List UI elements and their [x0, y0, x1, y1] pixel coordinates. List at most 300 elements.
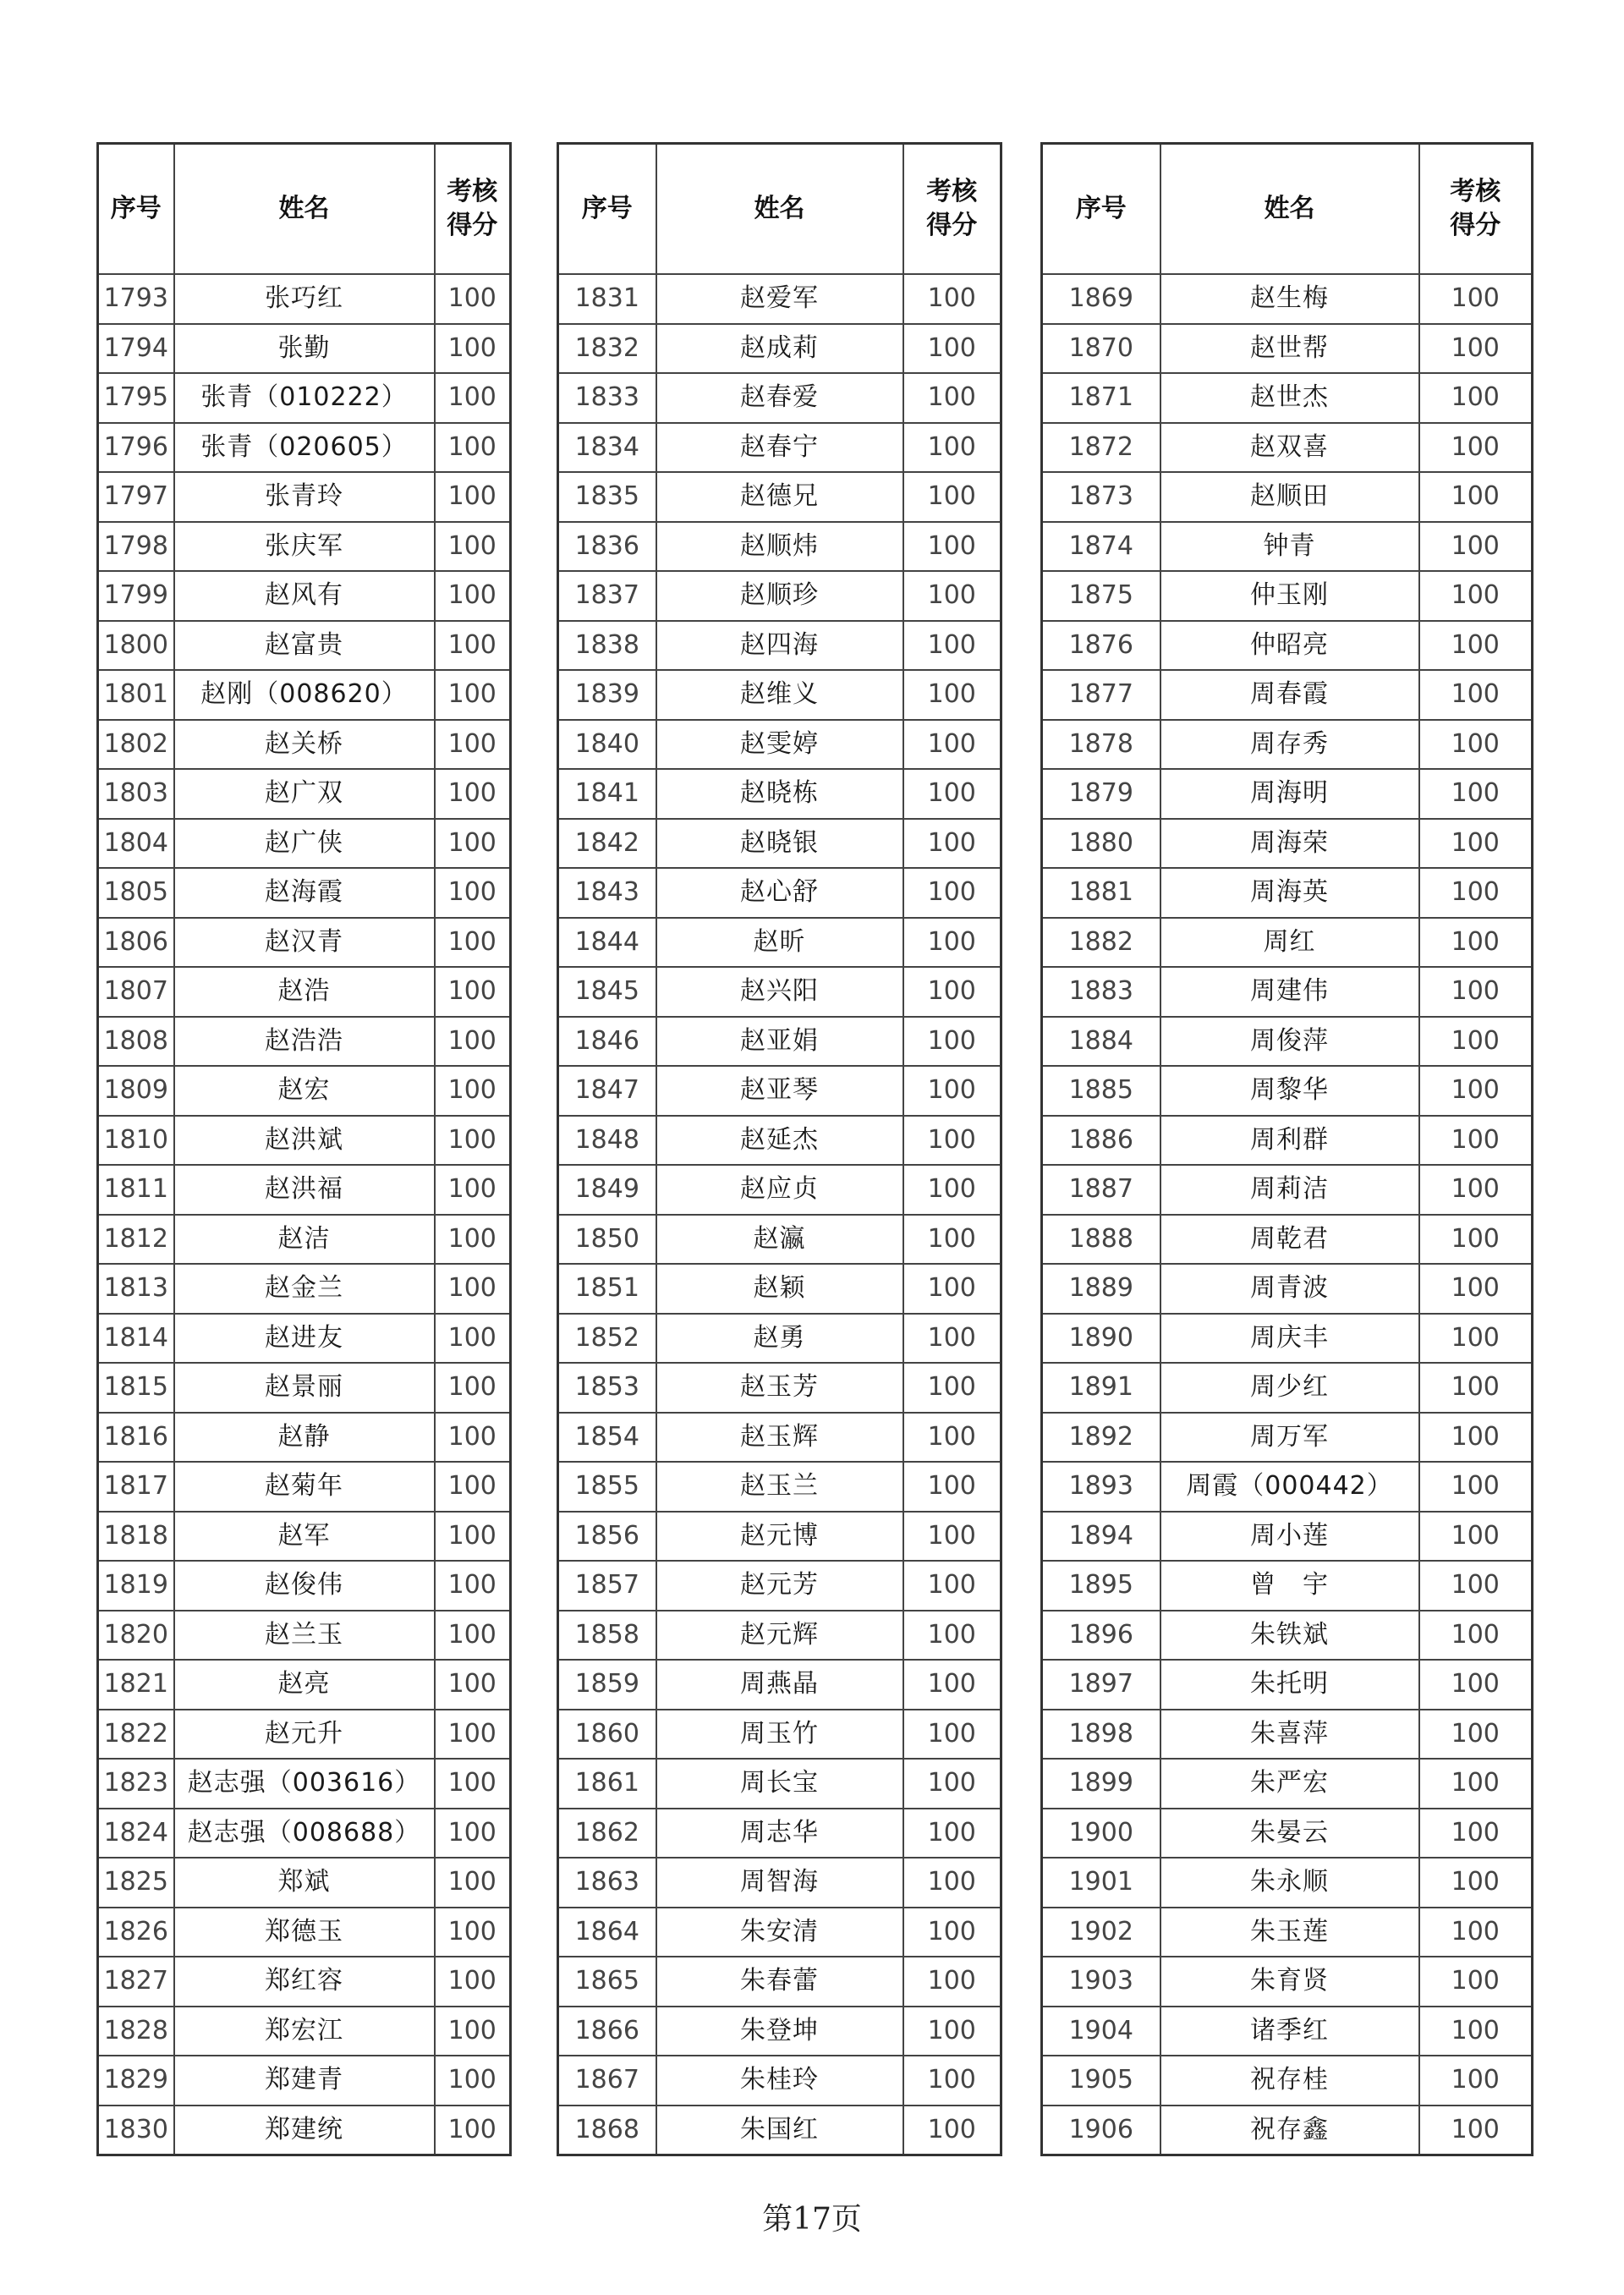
name-cell: 祝存桂	[1160, 2056, 1419, 2106]
table-row	[558, 1264, 1001, 1314]
name-cell: 赵应贞	[656, 1165, 903, 1215]
seq-cell: 1885	[1042, 1066, 1160, 1116]
seq-cell: 1860	[558, 1710, 656, 1760]
score-cell: 100	[1419, 819, 1533, 869]
table-row	[558, 1611, 1001, 1661]
name-cell: 朱春蕾	[656, 1957, 903, 2007]
table-row	[1042, 2056, 1533, 2106]
table-row	[558, 1957, 1001, 2007]
table-row	[98, 1611, 511, 1661]
table-row	[1042, 918, 1533, 968]
table-row	[98, 571, 511, 621]
name-cell: 赵菊年	[174, 1462, 435, 1512]
score-cell: 100	[435, 373, 511, 423]
score-cell: 100	[903, 1710, 1001, 1760]
header-seq: 序号	[98, 144, 174, 275]
score-cell: 100	[435, 522, 511, 572]
table-row	[1042, 1957, 1533, 2007]
name-cell: 周建伟	[1160, 967, 1419, 1017]
seq-cell: 1864	[558, 1908, 656, 1957]
score-cell: 100	[1419, 1314, 1533, 1364]
name-cell: 张庆军	[174, 522, 435, 572]
score-cell: 100	[1419, 571, 1533, 621]
score-table-1	[96, 142, 512, 2156]
seq-cell: 1841	[558, 769, 656, 819]
score-cell: 100	[903, 1611, 1001, 1661]
header-name: 姓名	[656, 144, 903, 275]
score-cell: 100	[435, 918, 511, 968]
seq-cell: 1842	[558, 819, 656, 869]
name-cell: 周庆丰	[1160, 1314, 1419, 1364]
seq-cell: 1814	[98, 1314, 174, 1364]
name-cell: 赵成莉	[656, 324, 903, 374]
seq-cell: 1807	[98, 967, 174, 1017]
seq-cell: 1900	[1042, 1809, 1160, 1859]
score-cell: 100	[1419, 2106, 1533, 2155]
table-row	[1042, 1363, 1533, 1413]
table-row	[98, 1660, 511, 1710]
seq-cell: 1823	[98, 1759, 174, 1809]
seq-cell: 1863	[558, 1858, 656, 1908]
seq-cell: 1880	[1042, 819, 1160, 869]
score-cell: 100	[903, 571, 1001, 621]
table-row	[98, 918, 511, 968]
name-cell: 赵洪斌	[174, 1116, 435, 1166]
table-row	[98, 522, 511, 572]
score-cell: 100	[1419, 1264, 1533, 1314]
name-cell: 赵晓银	[656, 819, 903, 869]
score-cell: 100	[435, 1066, 511, 1116]
seq-cell: 1817	[98, 1462, 174, 1512]
seq-cell: 1794	[98, 324, 174, 374]
name-cell: 赵世帮	[1160, 324, 1419, 374]
score-cell: 100	[435, 1710, 511, 1760]
score-cell: 100	[903, 1957, 1001, 2007]
table-row	[1042, 1462, 1533, 1512]
table-row	[558, 720, 1001, 770]
score-cell: 100	[1419, 1165, 1533, 1215]
score-cell: 100	[435, 2056, 511, 2106]
table-row	[1042, 1858, 1533, 1908]
table-row	[98, 1413, 511, 1463]
score-cell: 100	[435, 819, 511, 869]
score-cell: 100	[903, 1363, 1001, 1413]
seq-cell: 1878	[1042, 720, 1160, 770]
table-row	[1042, 2007, 1533, 2056]
seq-cell: 1846	[558, 1017, 656, 1067]
seq-cell: 1803	[98, 769, 174, 819]
score-cell: 100	[903, 472, 1001, 522]
seq-cell: 1853	[558, 1363, 656, 1413]
seq-cell: 1905	[1042, 2056, 1160, 2106]
name-cell: 周海荣	[1160, 819, 1419, 869]
table-row	[558, 423, 1001, 473]
table-row	[558, 472, 1001, 522]
name-cell: 赵元芳	[656, 1561, 903, 1611]
name-cell: 赵玉兰	[656, 1462, 903, 1512]
table-row	[98, 2106, 511, 2155]
table-row	[558, 1215, 1001, 1265]
name-cell: 周黎华	[1160, 1066, 1419, 1116]
header-name: 姓名	[174, 144, 435, 275]
table-row	[98, 868, 511, 918]
score-cell: 100	[1419, 1413, 1533, 1463]
table-row	[558, 1809, 1001, 1859]
score-cell: 100	[903, 1066, 1001, 1116]
header-score	[903, 144, 1001, 275]
score-cell: 100	[435, 1858, 511, 1908]
name-cell: 赵延杰	[656, 1116, 903, 1166]
score-cell: 100	[435, 1660, 511, 1710]
name-cell: 赵关桥	[174, 720, 435, 770]
score-cell: 100	[1419, 1957, 1533, 2007]
table-row	[1042, 819, 1533, 869]
score-table-2	[557, 142, 1002, 2156]
header-score-line1: 考核	[1450, 177, 1501, 206]
score-cell: 100	[435, 868, 511, 918]
name-cell: 赵汉青	[174, 918, 435, 968]
name-cell: 仲玉刚	[1160, 571, 1419, 621]
table-row	[98, 2007, 511, 2056]
name-cell: 周长宝	[656, 1759, 903, 1809]
seq-cell: 1827	[98, 1957, 174, 2007]
seq-cell: 1808	[98, 1017, 174, 1067]
seq-cell: 1870	[1042, 324, 1160, 374]
name-cell: 赵兴阳	[656, 967, 903, 1017]
score-cell: 100	[1419, 918, 1533, 968]
seq-cell: 1861	[558, 1759, 656, 1809]
name-cell: 赵颖	[656, 1264, 903, 1314]
table-row	[558, 1363, 1001, 1413]
seq-cell: 1840	[558, 720, 656, 770]
seq-cell: 1895	[1042, 1561, 1160, 1611]
name-cell: 周青波	[1160, 1264, 1419, 1314]
table-row	[558, 868, 1001, 918]
name-cell: 赵昕	[656, 918, 903, 968]
name-cell: 赵志强（008688）	[174, 1809, 435, 1859]
table-row	[1042, 2106, 1533, 2155]
seq-cell: 1816	[98, 1413, 174, 1463]
seq-cell: 1873	[1042, 472, 1160, 522]
seq-cell: 1854	[558, 1413, 656, 1463]
name-cell: 赵宏	[174, 1066, 435, 1116]
name-cell: 赵浩浩	[174, 1017, 435, 1067]
name-cell: 赵亚琴	[656, 1066, 903, 1116]
score-cell: 100	[903, 2106, 1001, 2155]
score-cell: 100	[903, 1561, 1001, 1611]
header-score-line1: 考核	[926, 177, 978, 206]
seq-cell: 1852	[558, 1314, 656, 1364]
name-cell: 诸季红	[1160, 2007, 1419, 2056]
seq-cell: 1877	[1042, 670, 1160, 720]
table-row	[1042, 1561, 1533, 1611]
score-cell: 100	[903, 819, 1001, 869]
score-cell: 100	[435, 720, 511, 770]
seq-cell: 1894	[1042, 1512, 1160, 1562]
table-row	[558, 1116, 1001, 1166]
seq-cell: 1810	[98, 1116, 174, 1166]
name-cell: 赵顺炜	[656, 522, 903, 572]
name-cell: 赵兰玉	[174, 1611, 435, 1661]
seq-cell: 1820	[98, 1611, 174, 1661]
seq-cell: 1824	[98, 1809, 174, 1859]
name-cell: 朱永顺	[1160, 1858, 1419, 1908]
seq-cell: 1869	[1042, 274, 1160, 324]
score-cell: 100	[903, 1116, 1001, 1166]
seq-cell: 1838	[558, 621, 656, 671]
score-cell: 100	[1419, 1017, 1533, 1067]
header-score	[435, 144, 511, 275]
name-cell: 赵双喜	[1160, 423, 1419, 473]
seq-cell: 1830	[98, 2106, 174, 2155]
seq-cell: 1811	[98, 1165, 174, 1215]
seq-cell: 1903	[1042, 1957, 1160, 2007]
seq-cell: 1906	[1042, 2106, 1160, 2155]
table-row	[1042, 274, 1533, 324]
score-cell: 100	[1419, 1561, 1533, 1611]
table-row	[558, 918, 1001, 968]
table-row	[558, 1066, 1001, 1116]
name-cell: 赵俊伟	[174, 1561, 435, 1611]
seq-cell: 1805	[98, 868, 174, 918]
table-row	[1042, 522, 1533, 572]
score-cell: 100	[435, 1314, 511, 1364]
table-row	[1042, 769, 1533, 819]
seq-cell: 1883	[1042, 967, 1160, 1017]
name-cell: 赵爱军	[656, 274, 903, 324]
score-cell: 100	[903, 868, 1001, 918]
seq-cell: 1892	[1042, 1413, 1160, 1463]
seq-cell: 1833	[558, 373, 656, 423]
table-row	[558, 1314, 1001, 1364]
name-cell: 朱玉莲	[1160, 1908, 1419, 1957]
seq-cell: 1874	[1042, 522, 1160, 572]
name-cell: 朱托明	[1160, 1660, 1419, 1710]
table-row	[1042, 423, 1533, 473]
table-row	[98, 1710, 511, 1760]
seq-cell: 1890	[1042, 1314, 1160, 1364]
seq-cell: 1836	[558, 522, 656, 572]
score-cell: 100	[1419, 1611, 1533, 1661]
seq-cell: 1889	[1042, 1264, 1160, 1314]
table-header	[98, 144, 511, 275]
score-cell: 100	[1419, 2007, 1533, 2056]
score-cell: 100	[435, 1413, 511, 1463]
table-row	[98, 1512, 511, 1562]
name-cell: 周红	[1160, 918, 1419, 968]
name-cell: 赵浩	[174, 967, 435, 1017]
table-header	[558, 144, 1001, 275]
score-cell: 100	[903, 2056, 1001, 2106]
table-row	[558, 1908, 1001, 1957]
seq-cell: 1875	[1042, 571, 1160, 621]
seq-cell: 1809	[98, 1066, 174, 1116]
table-row	[558, 1165, 1001, 1215]
score-cell: 100	[435, 670, 511, 720]
table-row	[1042, 1413, 1533, 1463]
score-cell: 100	[903, 918, 1001, 968]
table-row	[98, 1858, 511, 1908]
table-row	[98, 1264, 511, 1314]
table-row	[98, 1165, 511, 1215]
name-cell: 赵亚娟	[656, 1017, 903, 1067]
name-cell: 郑宏江	[174, 2007, 435, 2056]
table-row	[558, 522, 1001, 572]
table-body	[98, 274, 511, 2155]
score-cell: 100	[1419, 1116, 1533, 1166]
table-row	[558, 2056, 1001, 2106]
table-row	[558, 324, 1001, 374]
name-cell: 周霞（000442）	[1160, 1462, 1419, 1512]
name-cell: 郑红容	[174, 1957, 435, 2007]
name-cell: 朱安清	[656, 1908, 903, 1957]
name-cell: 祝存鑫	[1160, 2106, 1419, 2155]
table-row	[98, 621, 511, 671]
table-row	[98, 967, 511, 1017]
page-number: 第17页	[762, 2202, 862, 2237]
seq-cell: 1851	[558, 1264, 656, 1314]
table-row	[98, 472, 511, 522]
name-cell: 赵富贵	[174, 621, 435, 671]
table-row	[1042, 1759, 1533, 1809]
table-row	[98, 1363, 511, 1413]
table-body	[558, 274, 1001, 2155]
name-cell: 郑建统	[174, 2106, 435, 2155]
name-cell: 赵春宁	[656, 423, 903, 473]
name-cell: 赵雯婷	[656, 720, 903, 770]
name-cell: 赵景丽	[174, 1363, 435, 1413]
name-cell: 赵勇	[656, 1314, 903, 1364]
name-cell: 周海英	[1160, 868, 1419, 918]
score-cell: 100	[903, 1165, 1001, 1215]
header-seq: 序号	[558, 144, 656, 275]
seq-cell: 1837	[558, 571, 656, 621]
seq-cell: 1804	[98, 819, 174, 869]
score-cell: 100	[903, 522, 1001, 572]
header-score-line2: 得分	[926, 211, 978, 240]
table-row	[558, 1710, 1001, 1760]
name-cell: 朱国红	[656, 2106, 903, 2155]
score-cell: 100	[1419, 670, 1533, 720]
seq-cell: 1797	[98, 472, 174, 522]
name-cell: 郑斌	[174, 1858, 435, 1908]
score-cell: 100	[903, 1215, 1001, 1265]
name-cell: 周少红	[1160, 1363, 1419, 1413]
name-cell: 郑建青	[174, 2056, 435, 2106]
name-cell: 赵晓栋	[656, 769, 903, 819]
table-row	[1042, 621, 1533, 671]
score-cell: 100	[435, 1957, 511, 2007]
seq-cell: 1858	[558, 1611, 656, 1661]
name-cell: 赵瀛	[656, 1215, 903, 1265]
seq-cell: 1899	[1042, 1759, 1160, 1809]
table-row	[98, 1809, 511, 1859]
score-cell: 100	[435, 1116, 511, 1166]
name-cell: 赵德兄	[656, 472, 903, 522]
table-row	[558, 274, 1001, 324]
name-cell: 周春霞	[1160, 670, 1419, 720]
table-row	[1042, 373, 1533, 423]
score-cell: 100	[1419, 274, 1533, 324]
seq-cell: 1835	[558, 472, 656, 522]
name-cell: 周玉竹	[656, 1710, 903, 1760]
name-cell: 赵风有	[174, 571, 435, 621]
seq-cell: 1893	[1042, 1462, 1160, 1512]
score-cell: 100	[1419, 967, 1533, 1017]
name-cell: 赵四海	[656, 621, 903, 671]
seq-cell: 1904	[1042, 2007, 1160, 2056]
score-cell: 100	[1419, 1066, 1533, 1116]
table-row	[98, 373, 511, 423]
header-seq: 序号	[1042, 144, 1160, 275]
score-cell: 100	[1419, 324, 1533, 374]
table-row	[558, 373, 1001, 423]
name-cell: 赵洁	[174, 1215, 435, 1265]
name-cell: 张青玲	[174, 472, 435, 522]
score-cell: 100	[435, 324, 511, 374]
table-row	[1042, 720, 1533, 770]
score-cell: 100	[1419, 868, 1533, 918]
table-row	[98, 1908, 511, 1957]
score-cell: 100	[435, 1561, 511, 1611]
table-row	[1042, 1066, 1533, 1116]
seq-cell: 1800	[98, 621, 174, 671]
table-row	[1042, 1165, 1533, 1215]
name-cell: 周存秀	[1160, 720, 1419, 770]
table-row	[558, 1561, 1001, 1611]
name-cell: 赵金兰	[174, 1264, 435, 1314]
score-cell: 100	[903, 1759, 1001, 1809]
score-cell: 100	[1419, 1759, 1533, 1809]
table-row	[98, 1462, 511, 1512]
name-cell: 周智海	[656, 1858, 903, 1908]
seq-cell: 1813	[98, 1264, 174, 1314]
table-row	[1042, 1611, 1533, 1661]
name-cell: 朱登坤	[656, 2007, 903, 2056]
seq-cell: 1843	[558, 868, 656, 918]
seq-cell: 1867	[558, 2056, 656, 2106]
name-cell: 赵海霞	[174, 868, 435, 918]
table-row	[1042, 1710, 1533, 1760]
name-cell: 赵洪福	[174, 1165, 435, 1215]
score-cell: 100	[903, 1314, 1001, 1364]
name-cell: 赵元博	[656, 1512, 903, 1562]
seq-cell: 1828	[98, 2007, 174, 2056]
table-row	[1042, 324, 1533, 374]
seq-cell: 1799	[98, 571, 174, 621]
seq-cell: 1881	[1042, 868, 1160, 918]
score-cell: 100	[903, 1660, 1001, 1710]
name-cell: 赵顺珍	[656, 571, 903, 621]
seq-cell: 1822	[98, 1710, 174, 1760]
name-cell: 张青（010222）	[174, 373, 435, 423]
name-cell: 赵心舒	[656, 868, 903, 918]
score-cell: 100	[1419, 1363, 1533, 1413]
score-cell: 100	[1419, 2056, 1533, 2106]
table-row	[98, 324, 511, 374]
score-cell: 100	[1419, 522, 1533, 572]
score-cell: 100	[1419, 373, 1533, 423]
seq-cell: 1872	[1042, 423, 1160, 473]
name-cell: 朱桂玲	[656, 2056, 903, 2106]
table-row	[558, 1512, 1001, 1562]
score-cell: 100	[903, 720, 1001, 770]
score-cell: 100	[903, 1462, 1001, 1512]
score-cell: 100	[435, 1512, 511, 1562]
seq-cell: 1850	[558, 1215, 656, 1265]
score-cell: 100	[1419, 1710, 1533, 1760]
score-cell: 100	[903, 769, 1001, 819]
